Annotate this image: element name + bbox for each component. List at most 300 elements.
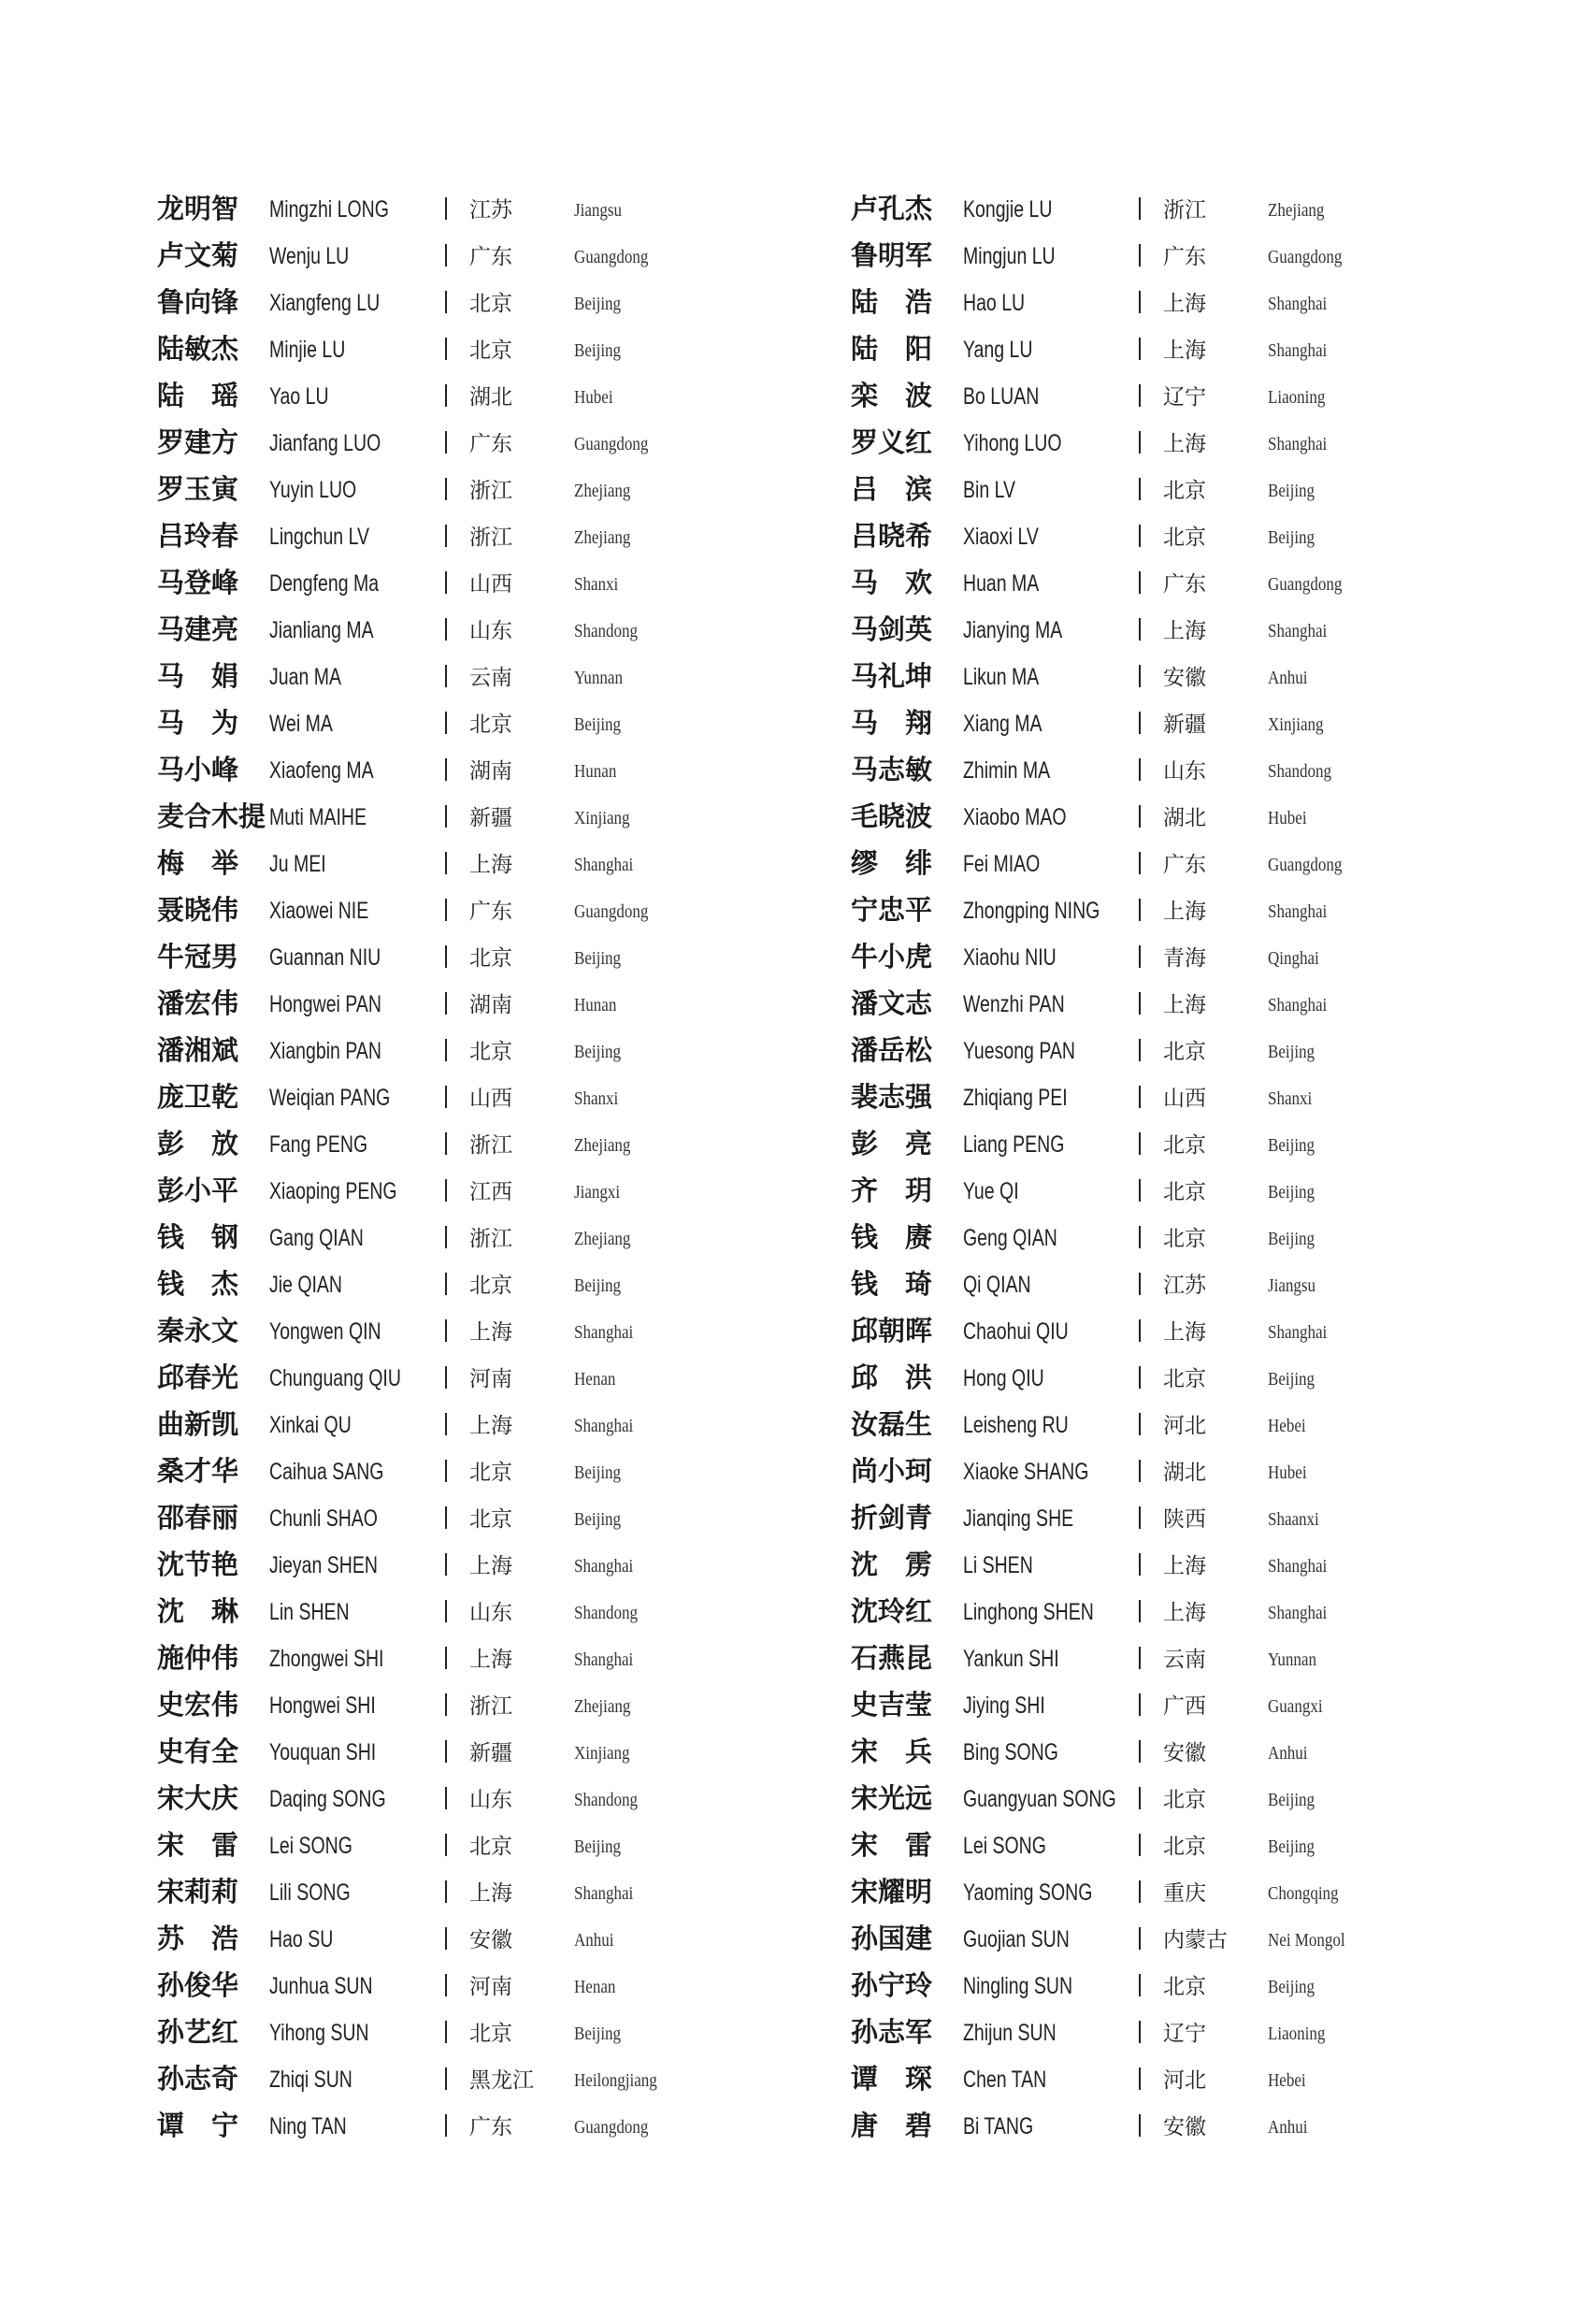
province-chinese: 上海 — [1163, 338, 1206, 363]
separator-bar — [1139, 384, 1141, 407]
chinese-name: 宋 兵 — [851, 1736, 933, 1767]
province-chinese: 青海 — [1163, 946, 1206, 971]
name-entry-row — [851, 1496, 1580, 1543]
province-chinese: 黑龙江 — [469, 2068, 534, 2093]
english-name: Chunli SHAO — [269, 1505, 378, 1532]
name-entry-row — [157, 2057, 886, 2104]
chinese-name: 潘湘斌 — [157, 1034, 239, 1066]
chinese-name: 罗建方 — [157, 426, 239, 458]
name-entry-row — [851, 935, 1580, 982]
province-english: Jiangsu — [574, 200, 622, 221]
name-entry-row — [851, 514, 1580, 561]
english-name: Fei MIAO — [963, 851, 1041, 877]
name-entry-row — [157, 2010, 886, 2057]
province-english: Shanghai — [574, 1883, 634, 1904]
english-name: Lei SONG — [269, 1833, 352, 1859]
province-chinese: 广东 — [1163, 572, 1206, 597]
separator-bar — [445, 758, 447, 781]
province-chinese: 新疆 — [1163, 713, 1206, 737]
province-english: Beijing — [574, 1462, 622, 1483]
name-entry-row — [851, 2010, 1580, 2057]
english-name: Weiqian PANG — [269, 1085, 391, 1111]
chinese-name: 卢文菊 — [157, 239, 239, 271]
province-chinese: 新疆 — [469, 806, 512, 830]
name-entry-row — [157, 1309, 886, 1356]
chinese-name: 彭 亮 — [851, 1128, 933, 1160]
province-english: Beijing — [574, 294, 622, 314]
chinese-name: 宋 雷 — [157, 1829, 239, 1861]
name-entry-row — [851, 748, 1580, 795]
name-entry-row — [851, 374, 1580, 421]
province-english: Zhejiang — [574, 527, 631, 548]
province-english: Beijing — [574, 1042, 622, 1062]
province-chinese: 湖北 — [1163, 806, 1206, 830]
separator-bar — [445, 478, 447, 500]
english-name: Jianliang MA — [269, 617, 374, 643]
english-name: Chaohui QIU — [963, 1318, 1069, 1345]
english-name: Mingzhi LONG — [269, 196, 389, 223]
english-name: Wei MA — [269, 711, 333, 737]
province-chinese: 北京 — [1163, 1133, 1206, 1158]
province-chinese: 北京 — [469, 1507, 512, 1532]
chinese-name: 庞卫乾 — [157, 1081, 239, 1113]
chinese-name: 马礼坤 — [851, 660, 933, 692]
chinese-name: 邱 洪 — [851, 1361, 933, 1393]
chinese-name: 马剑英 — [851, 613, 933, 645]
province-english: Liaoning — [1268, 387, 1326, 408]
separator-bar — [1139, 665, 1141, 687]
english-name: Caihua SANG — [269, 1459, 384, 1485]
province-chinese: 广东 — [469, 432, 512, 456]
english-name: Xiangfeng LU — [269, 290, 381, 316]
name-entry-row — [851, 1075, 1580, 1122]
english-name: Youquan SHI — [269, 1739, 377, 1765]
province-chinese: 山西 — [469, 1087, 512, 1111]
separator-bar — [445, 1740, 447, 1763]
province-english: Liaoning — [1268, 2024, 1326, 2044]
province-chinese: 河南 — [469, 1367, 512, 1391]
province-english: Heilongjiang — [574, 2070, 657, 2091]
name-entry-row — [157, 1356, 886, 1403]
province-chinese: 北京 — [469, 1040, 512, 1064]
separator-bar — [1139, 571, 1141, 594]
name-entry-row — [157, 795, 886, 842]
separator-bar — [1139, 478, 1141, 500]
english-name: Xiaobo MAO — [963, 804, 1067, 830]
province-english: Anhui — [574, 1930, 614, 1951]
province-english: Guangdong — [574, 434, 649, 454]
separator-bar — [445, 1647, 447, 1669]
name-entry-row — [157, 187, 886, 234]
name-entry-row — [157, 2104, 886, 2151]
province-chinese: 北京 — [1163, 1367, 1206, 1391]
separator-bar — [445, 1880, 447, 1903]
chinese-name: 牛冠男 — [157, 941, 239, 972]
name-entry-row — [851, 2104, 1580, 2151]
separator-bar — [445, 1179, 447, 1202]
province-chinese: 上海 — [1163, 1554, 1206, 1578]
name-entry-row — [157, 234, 886, 281]
province-english: Shanghai — [1268, 1556, 1328, 1577]
name-entry-row — [157, 1777, 886, 1823]
province-english: Beijing — [574, 1509, 622, 1530]
separator-bar — [1139, 1880, 1141, 1903]
province-chinese: 云南 — [1163, 1648, 1206, 1672]
chinese-name: 桑才华 — [157, 1455, 239, 1487]
province-chinese: 江苏 — [469, 198, 512, 223]
english-name: Huan MA — [963, 570, 1040, 597]
province-english: Beijing — [574, 714, 622, 735]
separator-bar — [445, 1226, 447, 1248]
chinese-name: 栾 波 — [851, 380, 933, 411]
name-entry-row — [851, 1823, 1580, 1870]
province-english: Beijing — [574, 1275, 622, 1296]
separator-bar — [1139, 712, 1141, 734]
province-english: Shanxi — [574, 574, 619, 595]
english-name: Bo LUAN — [963, 383, 1040, 410]
english-name: Jiying SHI — [963, 1692, 1045, 1719]
chinese-name: 马志敏 — [851, 754, 933, 785]
name-entry-row — [157, 1449, 886, 1496]
separator-bar — [1139, 1740, 1141, 1763]
separator-bar — [1139, 1974, 1141, 1996]
chinese-name: 谭 琛 — [851, 2063, 933, 2095]
english-name: Hao LU — [963, 290, 1026, 316]
province-chinese: 北京 — [469, 1274, 512, 1298]
separator-bar — [1139, 1132, 1141, 1155]
english-name: Xiangbin PAN — [269, 1038, 381, 1064]
name-list-right-column — [851, 187, 1580, 2151]
province-english: Beijing — [1268, 1369, 1316, 1390]
separator-bar — [1139, 992, 1141, 1015]
chinese-name: 陆敏杰 — [157, 333, 239, 365]
province-english: Guangdong — [1268, 855, 1343, 875]
chinese-name: 彭小平 — [157, 1174, 239, 1206]
province-chinese: 北京 — [1163, 479, 1206, 503]
chinese-name: 孙志军 — [851, 2016, 933, 2048]
separator-bar — [1139, 1600, 1141, 1622]
name-entry-row — [851, 1216, 1580, 1262]
chinese-name: 施仲伟 — [157, 1642, 239, 1674]
separator-bar — [1139, 1366, 1141, 1389]
chinese-name: 宋大庆 — [157, 1782, 239, 1814]
name-entry-row — [851, 1029, 1580, 1075]
english-name: Jieyan SHEN — [269, 1552, 378, 1578]
separator-bar — [1139, 1086, 1141, 1108]
name-entry-row — [157, 888, 886, 935]
separator-bar — [1139, 758, 1141, 781]
province-chinese: 北京 — [469, 713, 512, 737]
name-entry-row — [851, 187, 1580, 234]
name-entry-row — [157, 701, 886, 748]
name-entry-row — [851, 1730, 1580, 1777]
chinese-name: 钱 钢 — [157, 1221, 239, 1253]
name-entry-row — [851, 1122, 1580, 1169]
name-entry-row — [851, 1309, 1580, 1356]
chinese-name: 孙宁玲 — [851, 1969, 933, 2001]
english-name: Mingjun LU — [963, 243, 1056, 269]
province-english: Shanghai — [1268, 434, 1328, 454]
english-name: Qi QIAN — [963, 1272, 1031, 1298]
name-entry-row — [851, 1356, 1580, 1403]
separator-bar — [1139, 1506, 1141, 1529]
province-chinese: 北京 — [469, 1835, 512, 1859]
english-name: Likun MA — [963, 664, 1040, 690]
province-chinese: 安徽 — [1163, 1741, 1206, 1765]
province-chinese: 河南 — [469, 1975, 512, 1999]
name-entry-row — [157, 935, 886, 982]
chinese-name: 梅 举 — [157, 847, 239, 879]
separator-bar — [1139, 852, 1141, 874]
name-entry-row — [157, 468, 886, 514]
name-entry-row — [851, 1262, 1580, 1309]
province-chinese: 辽宁 — [1163, 385, 1206, 410]
chinese-name: 孙俊华 — [157, 1969, 239, 2001]
english-name: Zhimin MA — [963, 757, 1051, 784]
province-english: Guangdong — [1268, 574, 1343, 595]
chinese-name: 宋 雷 — [851, 1829, 933, 1861]
separator-bar — [445, 712, 447, 734]
english-name: Li SHEN — [963, 1552, 1033, 1578]
name-entry-row — [157, 1917, 886, 1964]
english-name: Yuesong PAN — [963, 1038, 1075, 1064]
province-chinese: 河北 — [1163, 2068, 1206, 2093]
name-entry-row — [157, 327, 886, 374]
province-chinese: 内蒙古 — [1163, 1928, 1228, 1952]
separator-bar — [1139, 1039, 1141, 1061]
english-name: Lin SHEN — [269, 1599, 350, 1625]
english-name: Yaoming SONG — [963, 1880, 1093, 1906]
separator-bar — [445, 1039, 447, 1061]
name-entry-row — [851, 421, 1580, 468]
separator-bar — [1139, 1179, 1141, 1202]
province-english: Shanghai — [1268, 621, 1328, 641]
chinese-name: 曲新凯 — [157, 1408, 239, 1440]
chinese-name: 罗义红 — [851, 426, 933, 458]
province-chinese: 安徽 — [469, 1928, 512, 1952]
name-entry-row — [851, 1403, 1580, 1449]
province-english: Shanghai — [1268, 294, 1328, 314]
province-english: Anhui — [1268, 2117, 1308, 2138]
chinese-name: 钱 杰 — [157, 1268, 239, 1300]
english-name: Linghong SHEN — [963, 1599, 1094, 1625]
name-entry-row — [157, 1636, 886, 1683]
province-english: Guangdong — [1268, 247, 1343, 267]
province-chinese: 山西 — [469, 572, 512, 597]
chinese-name: 马 欢 — [851, 567, 933, 598]
chinese-name: 牛小虎 — [851, 941, 933, 972]
english-name: Dengfeng Ma — [269, 570, 380, 597]
separator-bar — [1139, 525, 1141, 547]
province-english: Shanghai — [574, 855, 634, 875]
province-english: Anhui — [1268, 668, 1308, 688]
province-chinese: 上海 — [1163, 993, 1206, 1017]
province-english: Shanghai — [574, 1649, 634, 1670]
province-english: Shanghai — [574, 1322, 634, 1343]
english-name: Zhongwei SHI — [269, 1646, 384, 1672]
chinese-name: 史宏伟 — [157, 1689, 239, 1721]
chinese-name: 史有全 — [157, 1736, 239, 1767]
name-entry-row — [157, 1403, 886, 1449]
chinese-name: 陆 阳 — [851, 333, 933, 365]
separator-bar — [445, 571, 447, 594]
name-entry-row — [851, 327, 1580, 374]
separator-bar — [1139, 805, 1141, 828]
separator-bar — [445, 1974, 447, 1996]
province-english: Shanghai — [1268, 901, 1328, 922]
chinese-name: 宋耀明 — [851, 1876, 933, 1908]
english-name: Chunguang QIU — [269, 1365, 401, 1391]
province-english: Beijing — [1268, 1182, 1316, 1203]
english-name: Yihong LUO — [963, 430, 1062, 456]
province-english: Yunnan — [574, 668, 623, 688]
english-name: Xiaofeng MA — [269, 757, 374, 784]
name-entry-row — [851, 1590, 1580, 1636]
province-english: Xinjiang — [574, 1743, 630, 1764]
english-name: Yang LU — [963, 337, 1033, 363]
english-name: Ningling SUN — [963, 1973, 1073, 1999]
english-name: Kongjie LU — [963, 196, 1053, 223]
chinese-name: 沈节艳 — [157, 1548, 239, 1580]
province-english: Beijing — [574, 948, 622, 969]
chinese-name: 苏 浩 — [157, 1923, 239, 1954]
english-name: Zhongping NING — [963, 898, 1100, 924]
chinese-name: 汝磊生 — [851, 1408, 933, 1440]
province-english: Shanghai — [574, 1556, 634, 1577]
chinese-name: 沈 琳 — [157, 1595, 239, 1627]
province-chinese: 广东 — [1163, 245, 1206, 269]
name-entry-row — [157, 608, 886, 655]
name-entry-row — [157, 1075, 886, 1122]
province-chinese: 上海 — [1163, 900, 1206, 924]
english-name: Xinkai QU — [269, 1412, 352, 1438]
province-english: Hubei — [574, 387, 613, 408]
province-chinese: 上海 — [1163, 619, 1206, 643]
english-name: Hao SU — [269, 1926, 334, 1952]
separator-bar — [445, 992, 447, 1015]
separator-bar — [445, 2067, 447, 2090]
province-chinese: 北京 — [469, 338, 512, 363]
separator-bar — [1139, 1226, 1141, 1248]
chinese-name: 陆 浩 — [851, 286, 933, 318]
name-entry-row — [157, 421, 886, 468]
province-chinese: 湖南 — [469, 993, 512, 1017]
english-name: Yihong SUN — [269, 2020, 369, 2046]
english-name: Junhua SUN — [269, 1973, 373, 1999]
name-list-left-column — [157, 187, 886, 2151]
province-chinese: 上海 — [469, 1554, 512, 1578]
province-chinese: 上海 — [1163, 1601, 1206, 1625]
province-english: Zhejiang — [574, 1229, 631, 1249]
separator-bar — [1139, 618, 1141, 641]
name-entry-row — [157, 748, 886, 795]
chinese-name: 马 为 — [157, 707, 239, 739]
province-english: Zhejiang — [574, 1696, 631, 1717]
english-name: Ning TAN — [269, 2113, 347, 2139]
name-entry-row — [157, 655, 886, 701]
separator-bar — [445, 899, 447, 921]
chinese-name: 邱春光 — [157, 1361, 239, 1393]
english-name: Bin LV — [963, 477, 1016, 503]
province-chinese: 广东 — [469, 2115, 512, 2139]
english-name: Chen TAN — [963, 2067, 1047, 2093]
name-entry-row — [851, 1964, 1580, 2010]
name-entry-row — [157, 1870, 886, 1917]
chinese-name: 钱 琦 — [851, 1268, 933, 1300]
separator-bar — [1139, 2021, 1141, 2043]
province-english: Anhui — [1268, 1743, 1308, 1764]
province-english: Hunan — [574, 761, 617, 782]
separator-bar — [1139, 1693, 1141, 1716]
chinese-name: 沈 雳 — [851, 1548, 933, 1580]
separator-bar — [1139, 197, 1141, 220]
name-entry-row — [851, 1636, 1580, 1683]
province-chinese: 北京 — [1163, 1180, 1206, 1204]
chinese-name: 石燕昆 — [851, 1642, 933, 1674]
name-entry-row — [851, 655, 1580, 701]
separator-bar — [445, 805, 447, 828]
province-chinese: 浙江 — [469, 1694, 512, 1719]
chinese-name: 孙志奇 — [157, 2063, 239, 2095]
province-english: Shanghai — [1268, 1322, 1328, 1343]
name-entry-row — [851, 1543, 1580, 1590]
name-entry-row — [157, 1496, 886, 1543]
english-name: Zhiqi SUN — [269, 2067, 352, 2093]
province-english: Beijing — [574, 2024, 622, 2044]
chinese-name: 宋莉莉 — [157, 1876, 239, 1908]
separator-bar — [1139, 1319, 1141, 1342]
province-english: Zhejiang — [574, 1135, 631, 1156]
separator-bar — [445, 1132, 447, 1155]
chinese-name: 宁忠平 — [851, 894, 933, 926]
province-chinese: 广东 — [1163, 853, 1206, 877]
province-chinese: 湖南 — [469, 759, 512, 784]
province-english: Guangdong — [574, 901, 649, 922]
province-english: Jiangxi — [574, 1182, 621, 1203]
english-name: Guangyuan SONG — [963, 1786, 1116, 1812]
separator-bar — [1139, 1834, 1141, 1856]
name-entry-row — [157, 1122, 886, 1169]
english-name: Xiang MA — [963, 711, 1042, 737]
province-chinese: 安徽 — [1163, 666, 1206, 690]
separator-bar — [445, 1506, 447, 1529]
english-name: Fang PENG — [269, 1131, 368, 1158]
chinese-name: 裴志强 — [851, 1081, 933, 1113]
separator-bar — [445, 1273, 447, 1295]
english-name: Xiaohu NIU — [963, 944, 1057, 971]
province-chinese: 浙江 — [469, 1133, 512, 1158]
chinese-name: 吕玲春 — [157, 520, 239, 552]
separator-bar — [1139, 1460, 1141, 1482]
name-entry-row — [851, 1683, 1580, 1730]
province-english: Beijing — [574, 340, 622, 361]
name-entry-row — [851, 888, 1580, 935]
province-english: Qinghai — [1268, 948, 1319, 969]
province-chinese: 北京 — [1163, 526, 1206, 550]
name-entry-row — [851, 468, 1580, 514]
english-name: Yao LU — [269, 383, 329, 410]
province-english: Guangxi — [1268, 1696, 1323, 1717]
province-chinese: 上海 — [469, 1320, 512, 1345]
english-name: Daqing SONG — [269, 1786, 386, 1812]
name-entry-row — [851, 842, 1580, 888]
separator-bar — [445, 1834, 447, 1856]
province-chinese: 上海 — [1163, 1320, 1206, 1345]
name-entry-row — [157, 1216, 886, 1262]
name-entry-row — [851, 561, 1580, 608]
province-chinese: 浙江 — [469, 526, 512, 550]
province-english: Hubei — [1268, 808, 1307, 828]
